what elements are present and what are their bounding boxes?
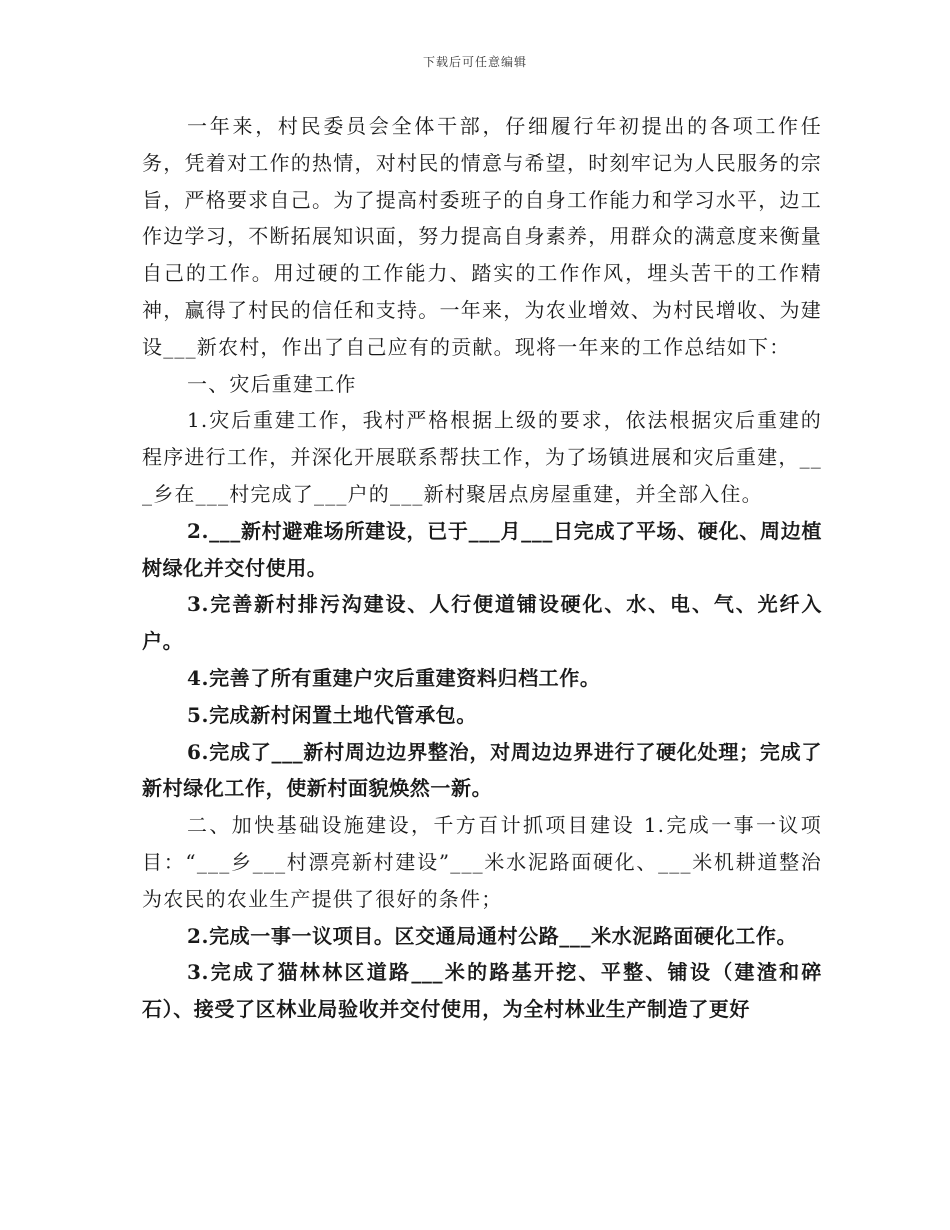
list-item-3: 3.完善新村排污沟建设、人行便道铺设硬化、水、电、气、光纤入户。 xyxy=(142,592,822,654)
section-heading-2: 二、加快基础设施建设，千方百计抓项目建设 1.完成一事一议项目：“___乡___村漂亮新村建设”___米水泥路面硬化、___米机耕道整治为农民的农业生产提供了很好的条件； xyxy=(142,813,822,911)
page-header: 下载后可任意编辑 xyxy=(422,55,527,69)
intro-paragraph: 一年来，村民委员会全体干部，仔细履行年初提出的各项工作任务，凭着对工作的热情，对村民的情意与希望，时刻牢记为人民服务的宗旨，严格要求自己。为了提高村委班子的自身工作能力和学习水平，边工作边学习，不断拓展知识面，努力提高自身素养，用群众的满意度来衡量自己的工作。用过硬的工作能力、踏实的工作作风，埋头苦干的工作精神，赢得了村民的信任和支持。一年来，为农业增效、为村民增收、为建设___新农村，作出了自己应有的贡献。现将一年来的工作总结如下： xyxy=(142,114,822,359)
list-item-2: 2.___新村避难场所建设，已于___月___日完成了平场、硬化、周边植树绿化并交付使用。 xyxy=(142,518,822,580)
list-item-2-3: 3.完成了猫林林区道路___米的路基开挖、平整、铺设（建渣和碎石）、接受了区林业局验收并交付使用，为全村林业生产制造了更好 xyxy=(142,960,822,1022)
section-heading-1: 一、灾后重建工作 xyxy=(187,371,357,396)
list-item-6: 6.完成了___新村周边边界整治，对周边边界进行了硬化处理；完成了新村绿化工作，使新村面貌焕然一新。 xyxy=(142,739,822,801)
list-item-1: 1.灾后重建工作，我村严格根据上级的要求，依法根据灾后重建的程序进行工作，并深化开展联系帮扶工作，为了场镇进展和灾后重建，___乡在___村完成了___户的___新村聚居点房屋重建，并全部入住。 xyxy=(142,408,822,506)
list-item-2-2: 2.完成一事一议项目。区交通局通村公路___米水泥路面硬化工作。 xyxy=(187,923,798,948)
list-item-5: 5.完成新村闲置土地代管承包。 xyxy=(187,702,477,727)
document-body xyxy=(142,108,822,1028)
list-item-4: 4.完善了所有重建户灾后重建资料归档工作。 xyxy=(187,665,601,690)
